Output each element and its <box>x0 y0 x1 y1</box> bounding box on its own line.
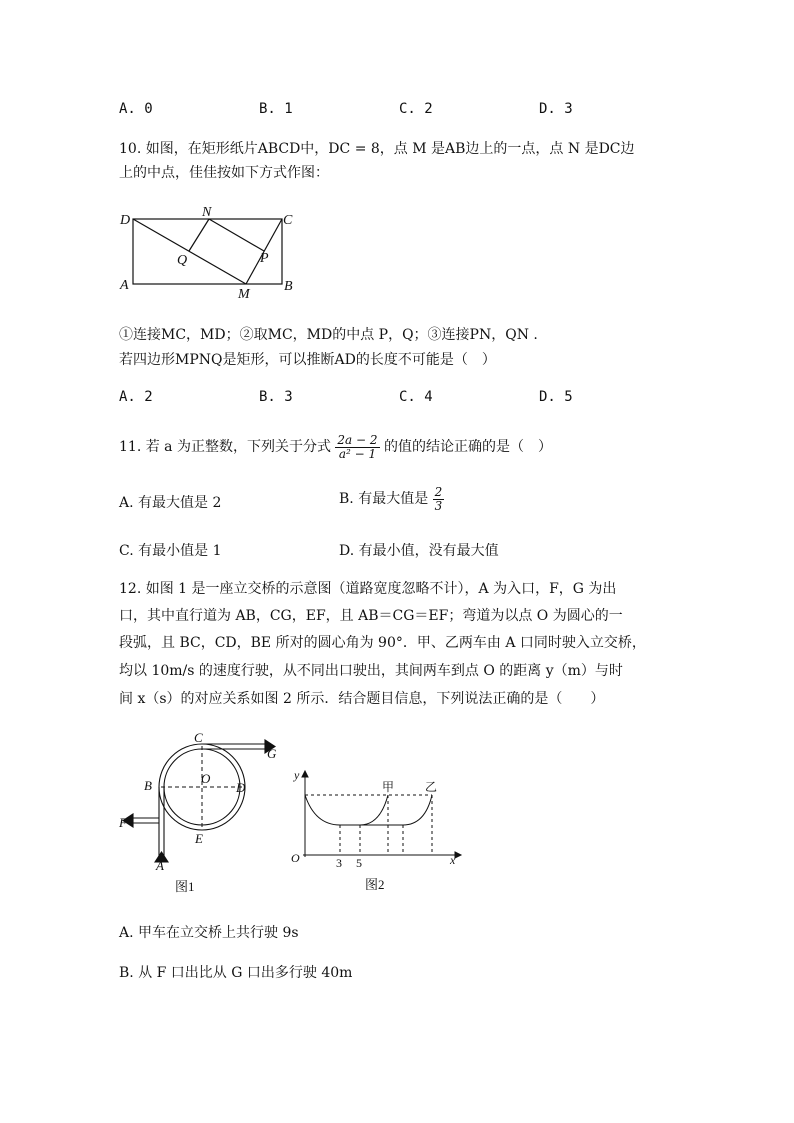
fig1-label-a: A <box>156 858 164 873</box>
option-d: D. 3 <box>539 101 573 117</box>
q10-rectangle-figure <box>112 202 302 302</box>
fig2-caption: 图2 <box>365 877 385 890</box>
q11-option-a: A. 有最大值是 2 <box>119 495 222 511</box>
label-a: A <box>120 278 129 293</box>
q11-option-d: D. 有最小值，没有最大值 <box>339 543 499 559</box>
q10-question: 若四边形MPNQ是矩形，可以推断AD的长度不可能是（ ） <box>119 352 496 368</box>
label-c: C <box>283 213 293 228</box>
q12-figure2-graph <box>285 765 465 890</box>
q11-fraction <box>335 434 379 461</box>
option-b: B. 1 <box>259 101 293 117</box>
q11-option-c: C. 有最小值是 1 <box>119 543 222 559</box>
q12-line1: 12. 如图 1 是一座立交桥的示意图（道路宽度忽略不计），A 为入口，F，G 为出 <box>119 581 617 597</box>
fig2-tick-3: 3 <box>336 856 342 870</box>
q10-stem-line2: 上的中点，佳佳按如下方式作图： <box>119 165 329 181</box>
q12-line5: 间 x（s）的对应关系如图 2 所示．结合题目信息，下列说法正确的是（ ） <box>119 691 605 707</box>
q12-line2: 口，其中直行道为 AB，CG，EF，且 AB＝CG＝EF；弯道为以点 O 为圆心的一 <box>119 608 623 624</box>
q11-option-b-fraction <box>433 486 445 513</box>
option-a: A. 0 <box>119 101 153 117</box>
fig2-curve-yi <box>360 795 432 825</box>
label-d: D <box>120 213 131 228</box>
label-n: N <box>202 205 212 220</box>
q12-line4: 均以 10m/s 的速度行驶，从不同出口驶出，其间两车到点 O 的距离 y（m）与时 <box>119 663 623 679</box>
q11-option-b-numerator: 2 <box>434 484 443 499</box>
q11-option-b <box>339 484 444 514</box>
q11-fraction-numerator: 2a − 2 <box>337 432 378 447</box>
label-p: P <box>260 251 269 266</box>
q11-prefix: 11. 若 a 为正整数，下列关于分式 <box>119 439 331 455</box>
fig2-tick-5: 5 <box>356 856 362 870</box>
fig1-label-o: O <box>201 771 211 786</box>
label-m: M <box>238 287 250 302</box>
fig2-label-o: O <box>291 851 300 865</box>
q10-option-c: C. 4 <box>399 389 433 405</box>
q10-option-d: D. 5 <box>539 389 573 405</box>
q11-option-b-denominator: 3 <box>434 498 443 513</box>
segment-nq <box>189 219 209 251</box>
q12-figure1-interchange <box>115 728 290 898</box>
fig1-label-g: G <box>267 746 277 761</box>
q11-stem <box>119 432 552 462</box>
q11-option-b-text: B. 有最大值是 <box>339 491 429 507</box>
q12-line3: 段弧，且 BC，CD，BE 所对的圆心角为 90°．甲、乙两车由 A 口同时驶入立交桥， <box>119 635 646 651</box>
fig1-label-e: E <box>195 831 203 846</box>
q12-option-b: B. 从 F 口出比从 G 口出多行驶 40m <box>119 965 353 981</box>
q11-fraction-denominator: a² − 1 <box>338 446 377 461</box>
fig2-curve-jia <box>305 795 388 825</box>
option-c: C. 2 <box>399 101 433 117</box>
fig1-caption: 图1 <box>175 879 195 894</box>
fig2-label-yi: 乙 <box>425 780 438 794</box>
label-b: B <box>284 279 293 294</box>
fig1-label-b: B <box>144 778 152 793</box>
segment-dm <box>133 219 246 284</box>
fig2-label-y: y <box>294 768 300 782</box>
q10-stem-line1: 10. 如图，在矩形纸片ABCD中，DC = 8，点 M 是AB边上的一点，点 N 是DC边 <box>119 141 635 157</box>
segment-np <box>209 219 264 251</box>
q12-option-a: A. 甲车在立交桥上共行驶 9s <box>119 925 299 941</box>
fig1-label-c: C <box>194 730 203 745</box>
fig2-label-jia: 甲 <box>382 780 395 794</box>
q11-suffix: 的值的结论正确的是（ ） <box>383 439 552 455</box>
q10-option-b: B. 3 <box>259 389 293 405</box>
q10-steps: ①连接MC，MD；②取MC，MD的中点 P，Q；③连接PN，QN . <box>119 327 538 343</box>
fig1-label-f: F <box>119 815 127 830</box>
fig2-label-x: x <box>450 853 456 867</box>
fig1-label-d: D <box>236 780 246 795</box>
label-q: Q <box>177 253 188 268</box>
q10-option-a: A. 2 <box>119 389 153 405</box>
